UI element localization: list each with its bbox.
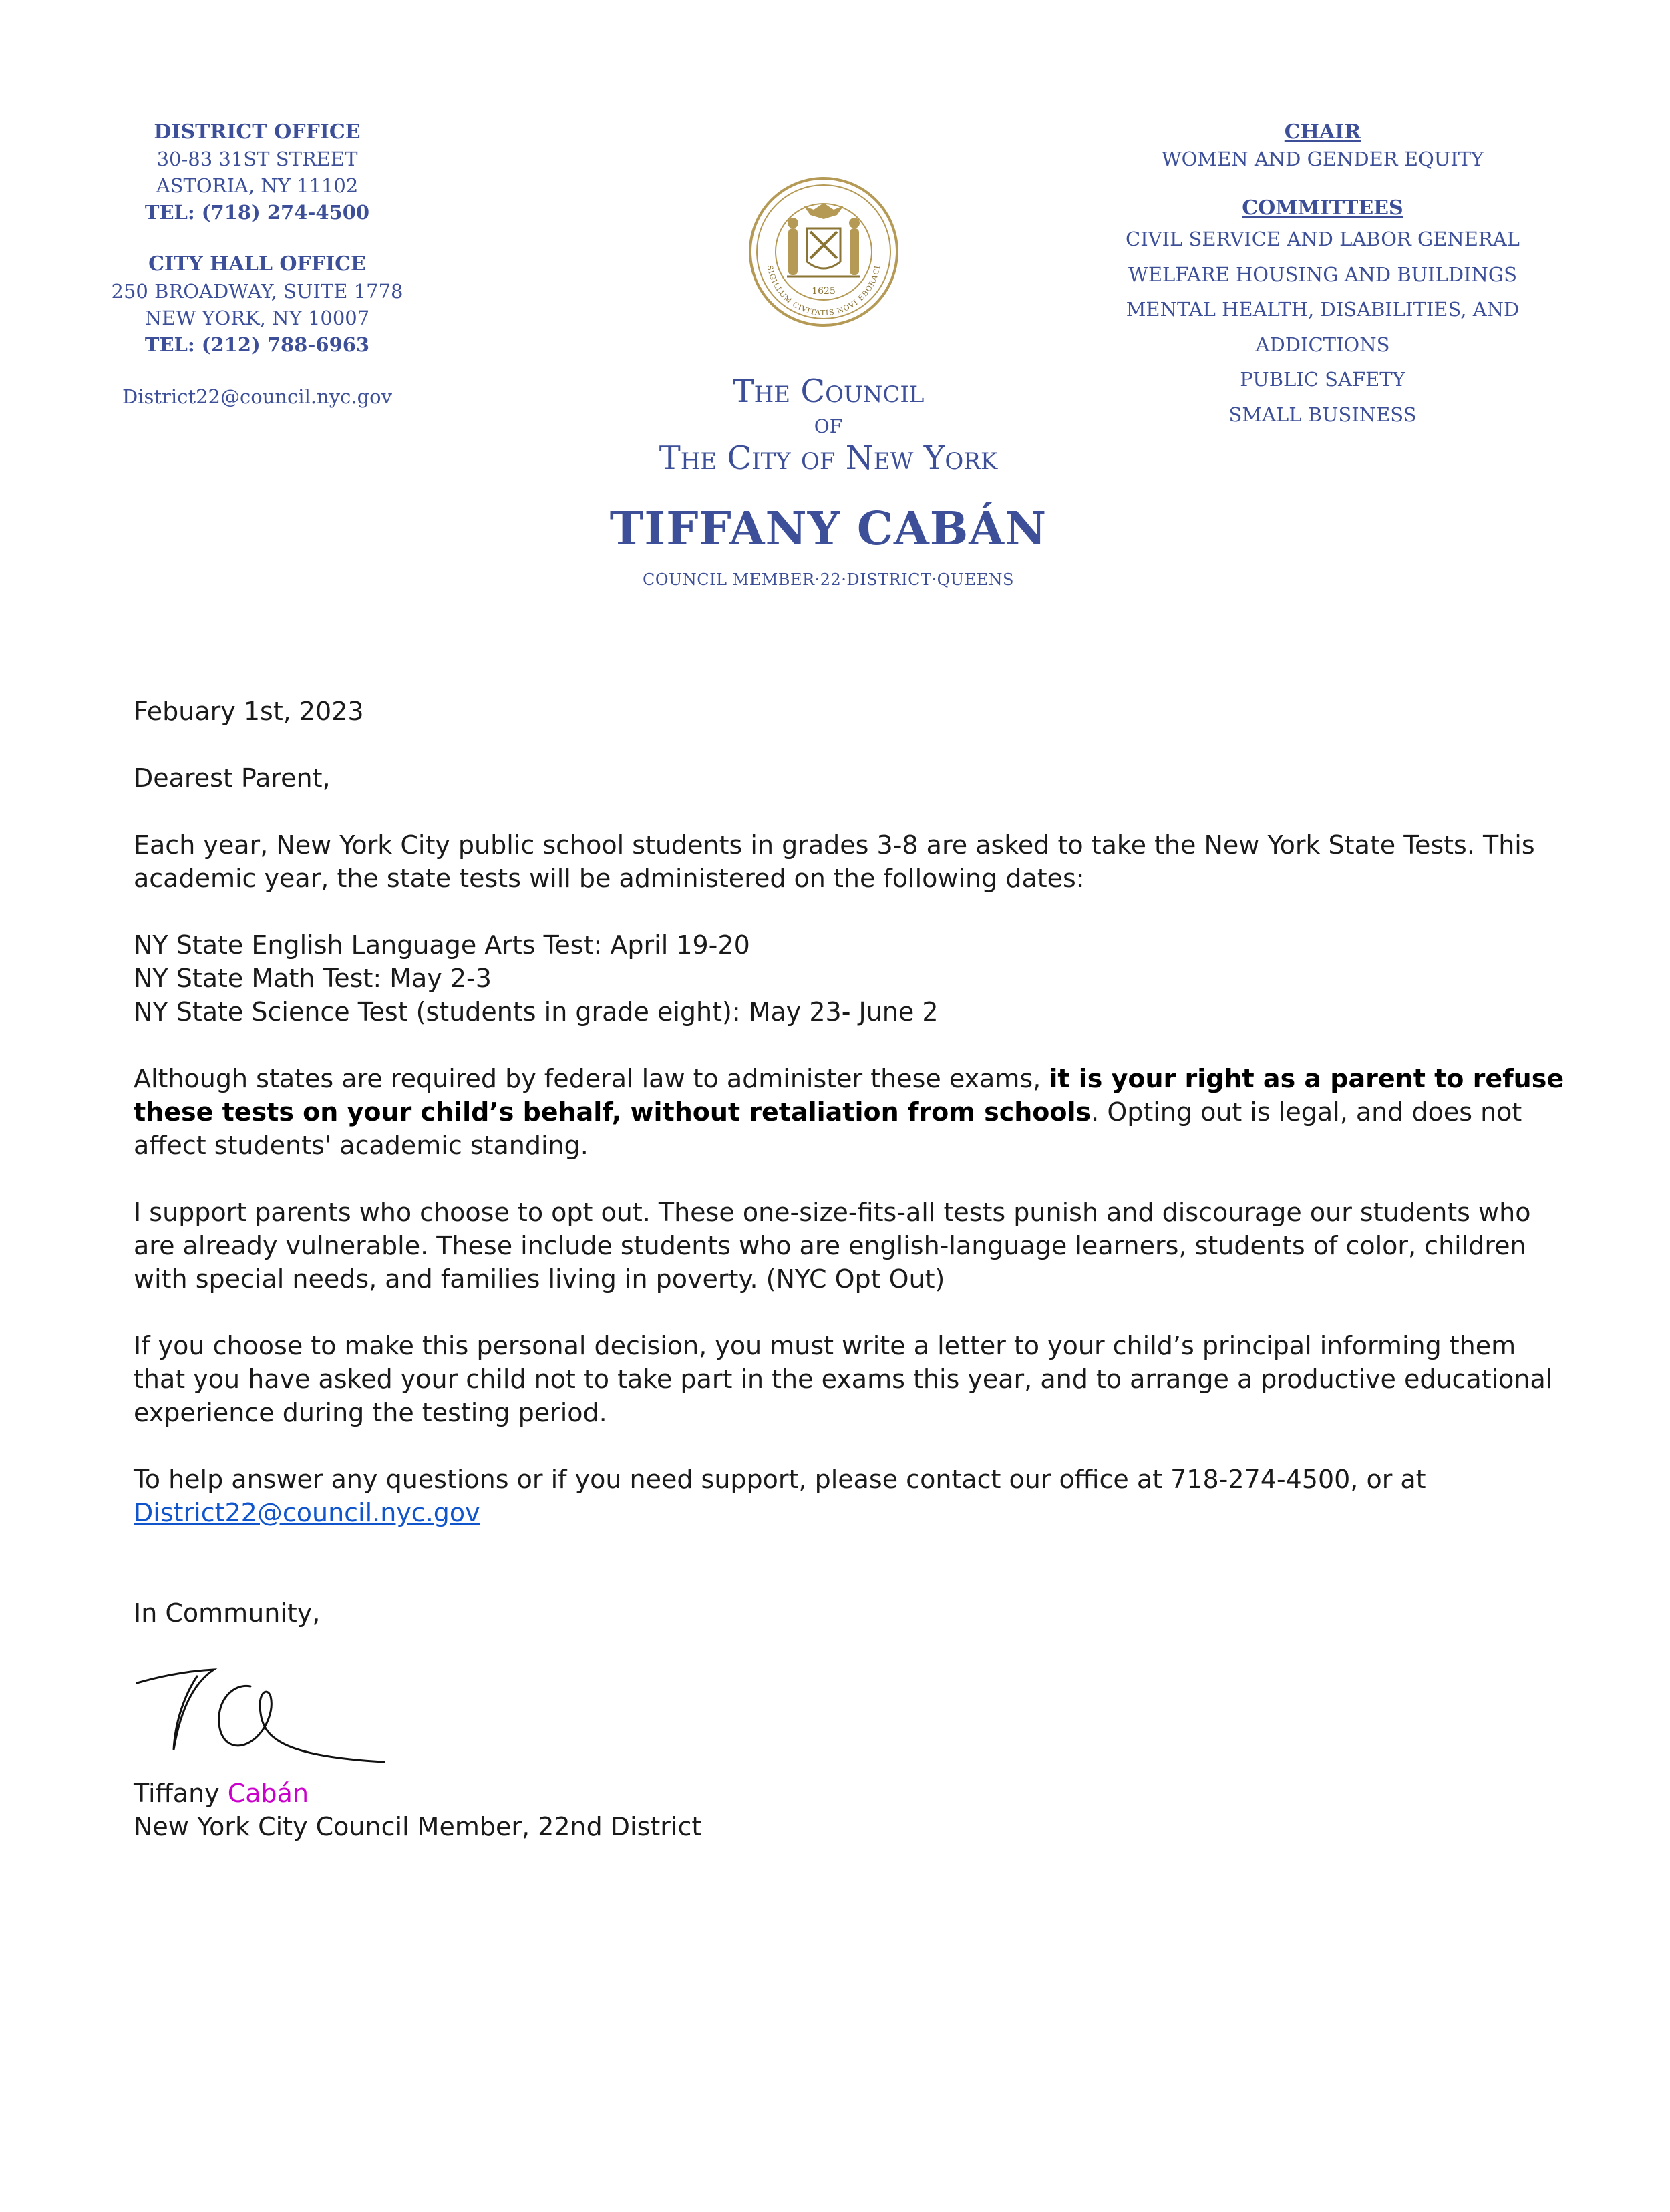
council-line1: The Council	[732, 373, 925, 410]
chair-item: WOMEN AND GENDER EQUITY	[1161, 148, 1484, 170]
committee-item: WELFARE HOUSING AND BUILDINGS	[1128, 262, 1517, 286]
letter-body	[134, 695, 1570, 1843]
chair-block	[1109, 119, 1536, 172]
closing: In Community,	[134, 1598, 321, 1628]
paragraph-support: I support parents who choose to opt out. These one-size-fits-all tests punish and discourage our students who are already vulnerable. These include students who are english-language learners, students of color, children with special needs, and families living in poverty. (NYC Opt Out)	[134, 1197, 1531, 1294]
rights-text-start: Although states are required by federal law to administer these exams,	[134, 1064, 1049, 1093]
nyc-seal-icon	[747, 175, 900, 329]
committee-item: CIVIL SERVICE AND LABOR GENERAL	[1126, 228, 1520, 250]
committee-item: ADDICTIONS	[1255, 333, 1390, 356]
rights-text-end: . Opting out is legal, and does not affect students' academic standing.	[134, 1097, 1522, 1160]
test-date-item: NY State Science Test (students in grade eight): May 23- June 2	[134, 997, 939, 1027]
paragraph-rights	[134, 1062, 1570, 1162]
committee-item: SMALL BUSINESS	[1228, 403, 1417, 426]
rights-text-bold: it is your right as a parent to refuse these tests on your child’s behalf, without retaliation from schools	[134, 1064, 1564, 1127]
committee-item: MENTAL HEALTH, DISABILITIES, AND	[1126, 298, 1520, 321]
office-contacts	[100, 119, 414, 410]
paragraph-decision: If you choose to make this personal decision, you must write a letter to your child’s principal informing them that you have asked your child not to take part in the exams this year, and to arrange a productive educational experience during the testing period.	[134, 1331, 1553, 1427]
contact-text: To help answer any questions or if you need support, please contact our office at 718-274-4500, or at	[134, 1465, 1426, 1494]
paragraph-intro: Each year, New York City public school students in grades 3-8 are asked to take the New York State Tests. This academic year, the state tests will be administered on the following dates:	[134, 830, 1535, 893]
signer-last: Cabán	[227, 1779, 309, 1808]
city-hall-office-phone: TEL: (212) 788-6963	[144, 333, 370, 356]
chair-title: CHAIR	[1284, 120, 1361, 144]
salutation: Dearest Parent,	[134, 763, 331, 793]
district-office-address1: 30-83 31ST STREET	[156, 148, 358, 170]
seal-year: 1625	[812, 286, 836, 297]
signer-first: Tiffany	[134, 1779, 220, 1808]
committee-list	[1109, 119, 1536, 432]
district-office-title: DISTRICT OFFICE	[154, 120, 361, 144]
email-link[interactable]: District22@council.nyc.gov	[134, 1498, 480, 1527]
committees-block	[1109, 195, 1536, 432]
letterhead-email: District22@council.nyc.gov	[122, 385, 392, 408]
council-line2: of	[814, 409, 843, 439]
city-hall-office	[100, 251, 414, 358]
member-title: COUNCIL MEMBER·22·DISTRICT·QUEENS	[643, 570, 1014, 589]
test-date-item: NY State English Language Arts Test: April 19-20	[134, 930, 750, 960]
committees-title: COMMITTEES	[1242, 196, 1403, 220]
city-hall-office-address1: 250 BROADWAY, SUITE 1778	[111, 280, 403, 303]
signer-title: New York City Council Member, 22nd District	[134, 1812, 702, 1841]
district-office-phone: TEL: (718) 274-4500	[144, 201, 370, 224]
seal-motto: SIGILLUM CIVITATIS NOVI EBORACI	[765, 264, 882, 318]
district-office-address2: ASTORIA, NY 11102	[156, 174, 359, 197]
city-hall-office-title: CITY HALL OFFICE	[148, 252, 366, 276]
paragraph-contact	[134, 1463, 1570, 1529]
district-office	[100, 119, 414, 226]
council-line3: The City of New York	[659, 439, 998, 477]
city-hall-office-address2: NEW YORK, NY 10007	[144, 307, 370, 329]
letter-date: Febuary 1st, 2023	[134, 697, 364, 726]
committee-item: PUBLIC SAFETY	[1240, 368, 1405, 391]
member-name: TIFFANY CABÁN	[609, 502, 1047, 556]
handwritten-signature-icon	[134, 1656, 387, 1770]
council-name	[588, 374, 1069, 477]
signer-name	[134, 1777, 1570, 1810]
test-date-item: NY State Math Test: May 2-3	[134, 964, 492, 993]
